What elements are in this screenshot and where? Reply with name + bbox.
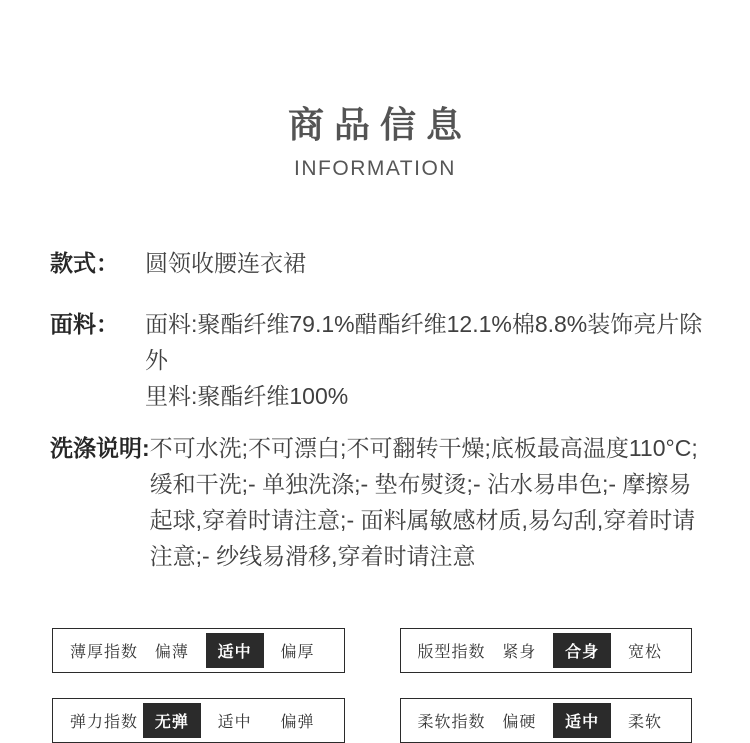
fabric-line-lining: 里料:聚酯纤维100% <box>145 383 349 409</box>
spec-label-washing: 洗涤说明: <box>50 435 150 461</box>
index-option: 紧身 <box>502 644 537 661</box>
index-grid <box>52 628 692 743</box>
index-option: 宽松 <box>627 644 662 661</box>
index-box-fit <box>400 628 693 673</box>
spec-list <box>50 245 712 574</box>
index-option: 偏厚 <box>280 644 315 661</box>
index-label-fit: 版型指数 <box>417 644 486 661</box>
spec-value-fabric <box>145 306 711 414</box>
page-subtitle: INFORMATION <box>294 157 456 180</box>
index-option: 合身 <box>553 633 611 668</box>
spec-value-washing: 不可水洗;不可漂白;不可翻转干燥;底板最高温度110°C;缓和干洗;- 单独洗涤;- 垫布熨烫;- 沾水易串色;- 摩擦易起球,穿着时请注意;- 面料属敏感材质,易勾刮,穿着时请注意;- 纱线易滑移,穿着时请注意 <box>149 435 698 569</box>
index-option: 偏薄 <box>154 644 189 661</box>
spec-label-fabric: 面料： <box>50 311 119 337</box>
index-box-elasticity <box>52 698 345 743</box>
index-box-softness <box>400 698 693 743</box>
index-option: 无弹 <box>143 703 201 738</box>
index-box-thickness <box>52 628 345 673</box>
index-option: 偏硬 <box>502 714 537 731</box>
index-option: 适中 <box>217 714 252 731</box>
index-option: 适中 <box>206 633 264 668</box>
spec-label-style: 款式： <box>50 250 119 276</box>
index-label-thickness: 薄厚指数 <box>70 644 139 661</box>
page-header <box>0 0 750 181</box>
index-label-elasticity: 弹力指数 <box>70 714 139 731</box>
spec-row-fabric <box>50 306 712 414</box>
spec-row-style <box>50 245 712 281</box>
index-option: 偏弹 <box>280 714 315 731</box>
spec-value-style: 圆领收腰连衣裙 <box>145 250 306 276</box>
index-option: 柔软 <box>627 714 662 731</box>
index-option: 适中 <box>553 703 611 738</box>
index-label-softness: 柔软指数 <box>417 714 486 731</box>
fabric-line-outer: 面料:聚酯纤维79.1%醋酯纤维12.1%棉8.8%装饰亮片除外 <box>145 311 703 373</box>
page-title: 商品信息 <box>287 104 472 145</box>
spec-row-washing <box>50 430 712 574</box>
